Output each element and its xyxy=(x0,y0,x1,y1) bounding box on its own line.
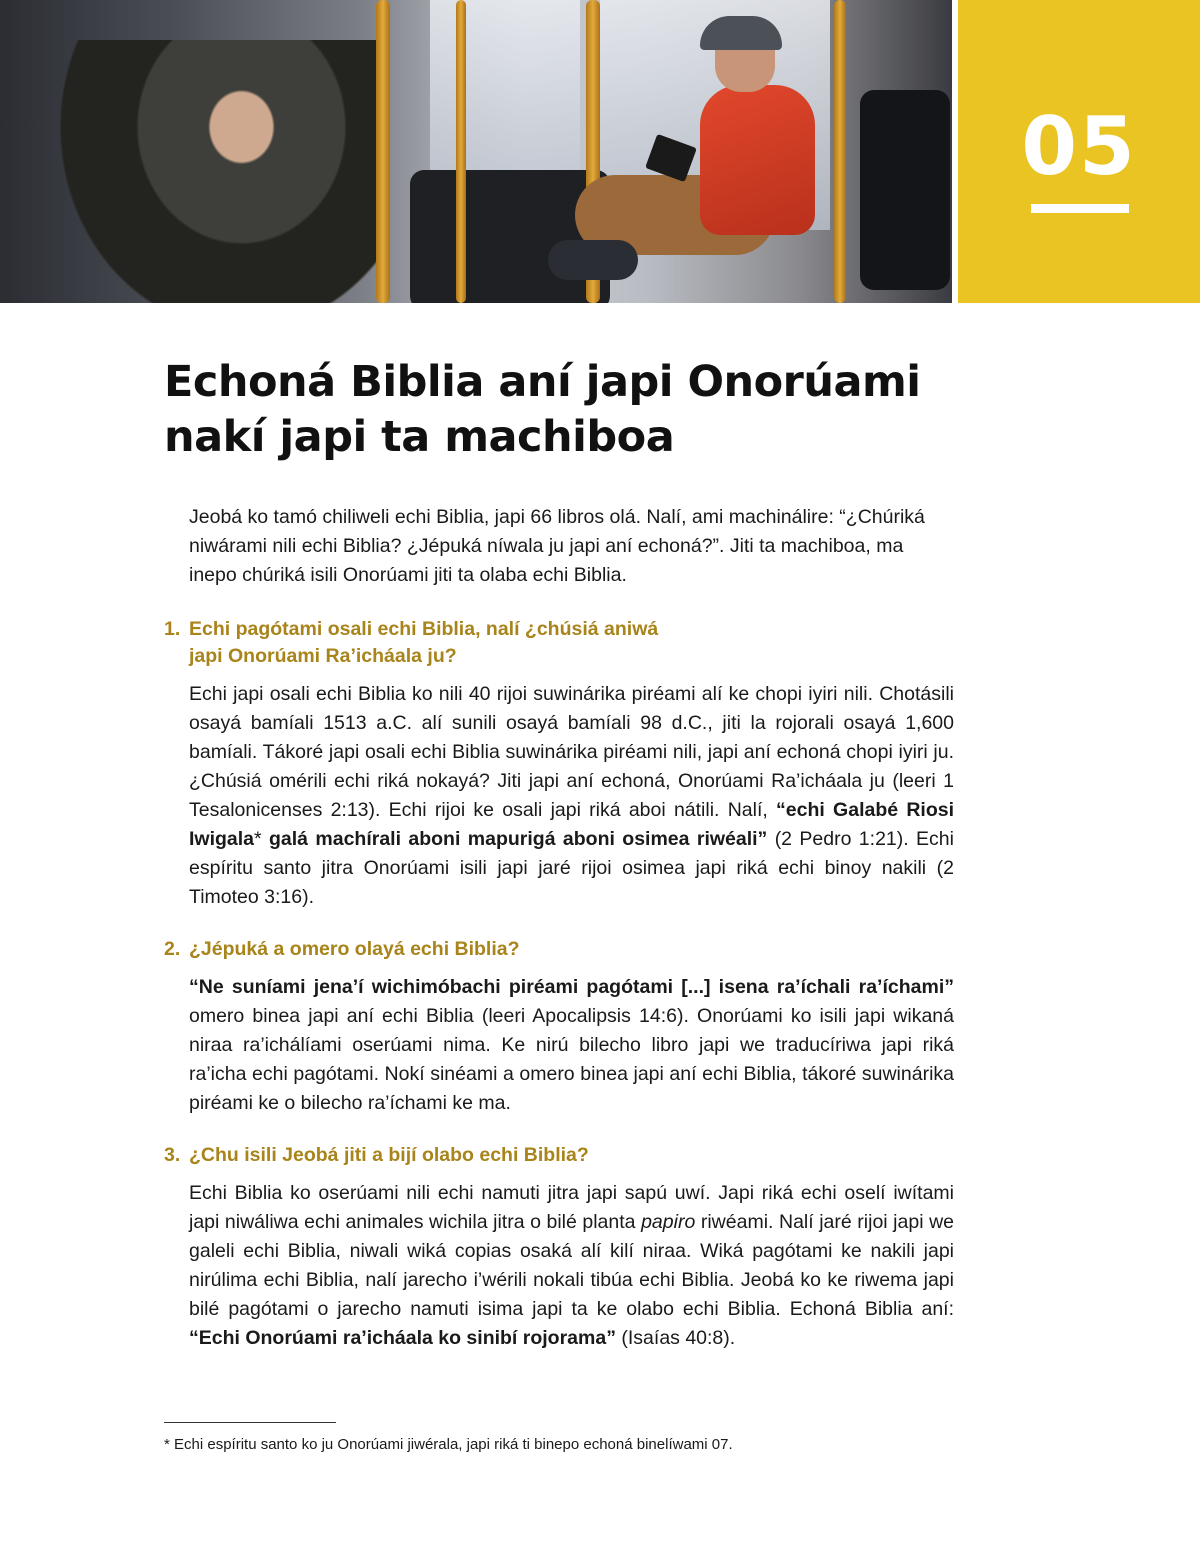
header-photo xyxy=(0,0,952,303)
question-2 xyxy=(164,936,954,963)
answer-paragraph-1 xyxy=(189,680,954,912)
reader-cap xyxy=(700,16,782,50)
question-number: 2. xyxy=(164,938,181,960)
reader-shoe xyxy=(548,240,638,280)
answer-text: (Isaías 40:8). xyxy=(621,1327,736,1349)
scripture-quote: “Ne suníami jena’í wichimóbachi piréami pagótami [...] isena ra’íchali ra’íchami” xyxy=(189,976,954,998)
bus-seat xyxy=(410,170,610,303)
bus-seat xyxy=(860,90,950,290)
question-text: ¿Jépuká a omero olayá echi Biblia? xyxy=(189,938,520,960)
footnote-divider xyxy=(164,1422,336,1423)
answer-paragraph-2 xyxy=(189,973,954,1118)
answer-text: Echi japi osali echi Biblia ko nili 40 rijoi suwinárika piréami alí ke chopi iyiri nili. Chotásili osayá bamíali 1513 a.C. alí sunili osayá bamíali 98 d.C., jiti la rojorali osayá 1,600 bamíali. Tákoré japi osali echi Biblia suwinárika piréami nili, japi aní echoná chopi iyiri ju. ¿Chúsiá omérili echi riká nokayá? Jiti japi aní echoná, Onorúami Ra’icháala ju (leeri 1 Tesalonicenses 2:13). Echi rijoi ke osali japi riká aboi nátili. Nalí, xyxy=(189,683,954,821)
answer-text: (2 Pedro 1:21). Echi espíritu santo jitra Onorúami isili japi jaré rijoi osimea japi riká echi binoy nakili (2 Timoteo 3:16). xyxy=(189,828,954,908)
answer-paragraph-3 xyxy=(189,1179,954,1353)
lesson-number-underline xyxy=(1031,204,1129,213)
scripture-quote: “Echi Onorúami ra’icháala ko sinibí rojorama” xyxy=(189,1327,616,1349)
reader-jacket xyxy=(700,85,815,235)
footnote-marker[interactable]: * xyxy=(254,828,262,850)
question-text: Echi pagótami osali echi Biblia, nalí ¿chúsiá aniwá xyxy=(189,618,659,640)
lesson-body xyxy=(164,503,954,1377)
scripture-quote: galá machírali aboni mapurigá aboni osimea riwéali” xyxy=(269,828,768,850)
answer-text: Echi Biblia ko oserúami nili echi namuti jitra japi sapú uwí. Japi riká echi oselí iwítami japi niwáliwa echi animales wichila jitra o bilé planta xyxy=(189,1182,954,1233)
lesson-number-box xyxy=(958,0,1200,303)
sleeping-passenger xyxy=(60,40,390,303)
answer-text: riwéami. Nalí jaré rijoi japi we galeli echi Biblia, niwali wiká copias osaká alí kilí niraa. Wiká pagótami ke nakili japi nirúlima echi Biblia, nalí jarecho i’wérili nokali tibúa echi Biblia. Jeobá ko ke riwema japi bilé pagótami o jarecho namuti isima japi ta ke olabo echi Biblia. Echoná Biblia aní: xyxy=(189,1211,955,1320)
footnote: * Echi espíritu santo ko ju Onorúami jiwérala, japi riká ti binepo echoná binelíwami 07. xyxy=(164,1436,733,1453)
question-text: ¿Chu isili Jeobá jiti a bijí olabo echi Biblia? xyxy=(189,1144,589,1166)
page-title: Echoná Biblia aní japi Onorúami nakí japi ta machiboa xyxy=(164,357,921,462)
question-number: 3. xyxy=(164,1144,181,1166)
question-3 xyxy=(164,1142,954,1169)
question-number: 1. xyxy=(164,618,181,640)
handrail-pole xyxy=(456,0,466,303)
scripture-quote: “echi Galabé Riosi Iwigala xyxy=(189,799,954,850)
italic-term: papiro xyxy=(641,1211,696,1233)
handrail-pole xyxy=(834,0,846,303)
question-1 xyxy=(164,616,954,670)
lesson-number: 05 xyxy=(1021,100,1137,193)
question-text-line2: japi Onorúami Ra’icháala ju? xyxy=(189,645,457,667)
handrail-pole xyxy=(376,0,390,303)
answer-text: omero binea japi aní echi Biblia (leeri Apocalipsis 14:6). Onorúami ko isili japi wikaná niraa ra’ichálíami oserúami nima. Ke nirú bilecho libro japi we traducíriwa japi riká ra’icha echi pagótami. Nokí sinéami a omero binea japi aní echi Biblia, tákoré suwinárika piréami ke o bilecho ra’íchami ke ma. xyxy=(189,1005,954,1114)
intro-paragraph: Jeobá ko tamó chiliweli echi Biblia, japi 66 libros olá. Nalí, ami machinálire: “¿Chúriká niwárami nili echi Biblia? ¿Jépuká níwala ju japi aní echoná?”. Jiti ta machiboa, ma inepo chúriká isili Onorúami jiti ta olaba echi Biblia. xyxy=(189,506,925,586)
